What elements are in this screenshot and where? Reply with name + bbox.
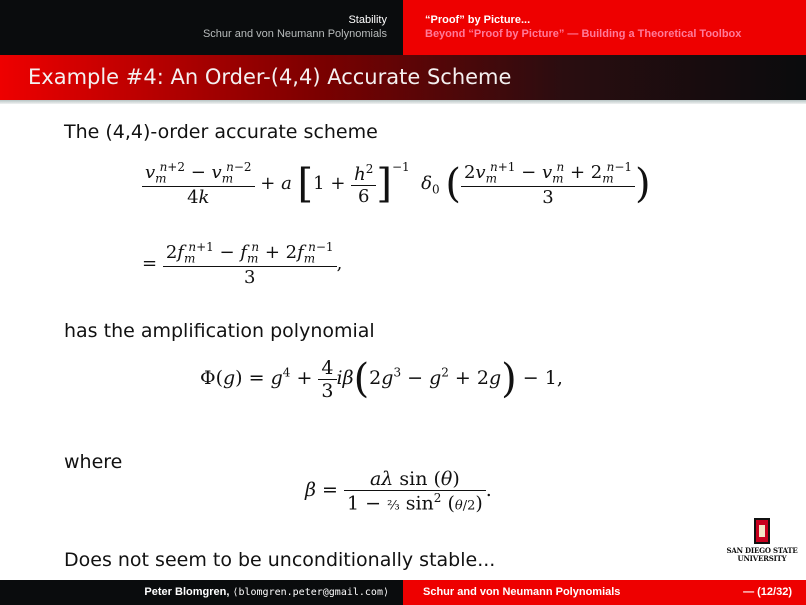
scheme-equation-line1: $\frac{v_m^{n+2} - v_m^{n-2}}{4k}$ + a [1 + $\frac{h^2}{6}$ ]$^{-1}$ $\delta_0$ ( $\frac{2v_m^{n+1} - v_m^n + 2_m^{n-1}}{3}$ ) — [142, 160, 651, 208]
frame-title: Example #4: An Order-(4,4) Accurate Scheme — [0, 55, 806, 100]
amplification-intro-text: has the amplification polynomial — [64, 320, 375, 342]
headline — [0, 0, 806, 55]
amplification-polynomial: $\Phi(g) = g^4$ + $\frac{4}{3}$ $i\beta(2g^3 - g^2 + 2g) - 1$, — [200, 356, 563, 402]
where-text: where — [64, 451, 123, 473]
intro-text: The (4,4)-order accurate scheme — [64, 121, 378, 143]
title-divider — [0, 100, 806, 104]
logo-line1: SAN DIEGO STATE — [726, 546, 798, 555]
beta-equation: β = $\frac{\text{aλ sin (θ)}}{1 - \frac{2}{3} \sin^2 (\theta/2)}$ . — [305, 468, 492, 515]
headline-left — [0, 0, 403, 55]
headline-right — [403, 0, 806, 55]
author-email: ⟨blomgren.peter@gmail.com⟩ — [232, 587, 389, 598]
section-link-stability[interactable]: Stability — [348, 14, 387, 26]
conclusion-text: Does not seem to be unconditionally stable... — [64, 549, 496, 571]
section-link-proof-by-picture[interactable]: “Proof” by Picture... — [425, 14, 531, 26]
sdsu-logo — [726, 518, 798, 574]
author-name: Peter Blomgren, — [144, 586, 230, 598]
page-number: — (12/32) — [743, 586, 792, 598]
subsection-link-schur[interactable]: Schur and von Neumann Polynomials — [202, 28, 387, 40]
footline-title[interactable]: Schur and von Neumann Polynomials — [423, 586, 621, 598]
footline-author — [0, 580, 403, 605]
scheme-equation-line2: = $\frac{2f_m^{n+1} - f_m^n + 2f_m^{n-1}}{3}$ , — [142, 240, 343, 288]
footline-right — [403, 580, 806, 605]
subsection-link-beyond[interactable]: Beyond “Proof by Picture” — Building a Theoretical Toolbox — [425, 28, 742, 40]
sdsu-shield-icon — [754, 518, 770, 544]
footline — [0, 580, 806, 605]
logo-line2: UNIVERSITY — [737, 554, 787, 563]
